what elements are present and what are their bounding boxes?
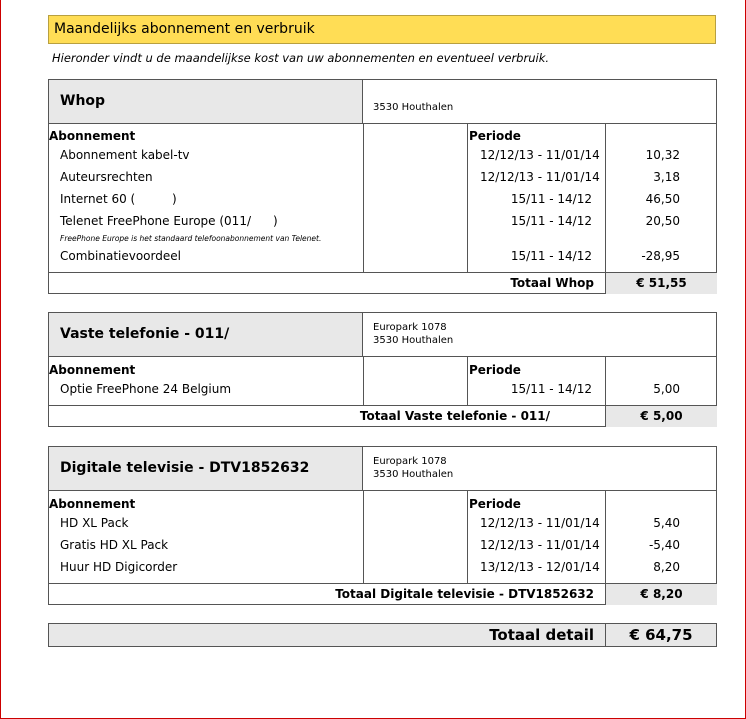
box-title: Vaste telefonie - 011/ (49, 313, 363, 356)
box-title: Whop (49, 80, 363, 123)
row-amount: 5,40 (653, 516, 680, 530)
total-row (49, 272, 716, 294)
row-period: 12/12/13 - 11/01/14 (480, 538, 600, 552)
total-amount: € 51,55 (605, 273, 717, 294)
column-header-subscription: Abonnement (49, 497, 136, 511)
row-label-end: ) (172, 192, 177, 206)
column-header-period: Periode (469, 497, 521, 511)
address-line: Europark 1078 (373, 322, 447, 333)
row-amount: 5,00 (653, 382, 680, 396)
column-divider (605, 124, 606, 273)
row-label: Telenet FreePhone Europe (011/ (60, 214, 251, 228)
box-header (49, 80, 716, 124)
row-amount: 10,32 (645, 148, 680, 162)
subscription-box-phone (48, 312, 717, 427)
total-amount: € 5,00 (605, 406, 717, 427)
column-divider (605, 491, 606, 584)
row-label: Gratis HD XL Pack (60, 538, 169, 552)
column-header-subscription: Abonnement (49, 363, 136, 377)
row-note: FreePhone Europe is het standaard telefoonabonnement van Telenet. (60, 234, 322, 243)
column-header-subscription: Abonnement (49, 129, 136, 143)
row-label: Combinatievoordeel (60, 249, 181, 263)
column-divider (363, 357, 364, 406)
row-label: Internet 60 ( (60, 192, 136, 206)
row-amount: 3,18 (653, 170, 680, 184)
section-subtitle: Hieronder vindt u de maandelijkse kost van uw abonnementen en eventueel verbruik. (52, 51, 550, 65)
row-amount: -28,95 (641, 249, 680, 263)
box-header (49, 313, 716, 357)
total-label: Totaal Vaste telefonie - 011/ (359, 409, 550, 423)
column-header-period: Periode (469, 363, 521, 377)
subscription-box-tv (48, 446, 717, 605)
row-period: 15/11 - 14/12 (510, 192, 592, 206)
row-period: 12/12/13 - 11/01/14 (480, 516, 600, 530)
grand-total-label: Totaal detail (489, 626, 594, 644)
row-label: Huur HD Digicorder (60, 560, 178, 574)
address-line: 3530 Houthalen (373, 335, 454, 346)
column-header-period: Periode (469, 129, 521, 143)
row-period: 13/12/13 - 12/01/14 (480, 560, 600, 574)
section-header: Maandelijks abonnement en verbruik (48, 15, 716, 44)
row-amount: 8,20 (653, 560, 680, 574)
row-amount: 46,50 (645, 192, 680, 206)
row-amount: 20,50 (645, 214, 680, 228)
row-label: Auteursrechten (60, 170, 153, 184)
box-title: Digitale televisie - DTV1852632 (49, 447, 363, 490)
row-label: Optie FreePhone 24 Belgium (60, 382, 232, 396)
row-label: Abonnement kabel-tv (60, 148, 190, 162)
subscription-box-whop (48, 79, 717, 294)
total-row (49, 405, 716, 427)
row-period: 12/12/13 - 11/01/14 (480, 148, 600, 162)
column-divider (467, 124, 468, 273)
row-period: 15/11 - 14/12 (510, 382, 592, 396)
grand-total-row (48, 623, 717, 647)
box-header (49, 447, 716, 491)
column-divider (363, 491, 364, 584)
column-divider (605, 357, 606, 406)
grand-total-amount: € 64,75 (605, 624, 716, 646)
address-line: 3530 Houthalen (373, 102, 454, 113)
total-amount: € 8,20 (605, 584, 717, 605)
row-label-end: ) (273, 214, 278, 228)
column-divider (467, 357, 468, 406)
column-divider (363, 124, 364, 273)
total-label: Totaal Whop (510, 276, 594, 290)
row-amount: -5,40 (648, 538, 680, 552)
row-period: 15/11 - 14/12 (510, 214, 592, 228)
row-period: 15/11 - 14/12 (510, 249, 592, 263)
address-line: 3530 Houthalen (373, 469, 454, 480)
row-period: 12/12/13 - 11/01/14 (480, 170, 600, 184)
row-label: HD XL Pack (60, 516, 129, 530)
total-row (49, 583, 716, 605)
address-line: Europark 1078 (373, 456, 447, 467)
page-border-left (0, 0, 1, 719)
total-label: Totaal Digitale televisie - DTV1852632 (335, 587, 594, 601)
column-divider (467, 491, 468, 584)
